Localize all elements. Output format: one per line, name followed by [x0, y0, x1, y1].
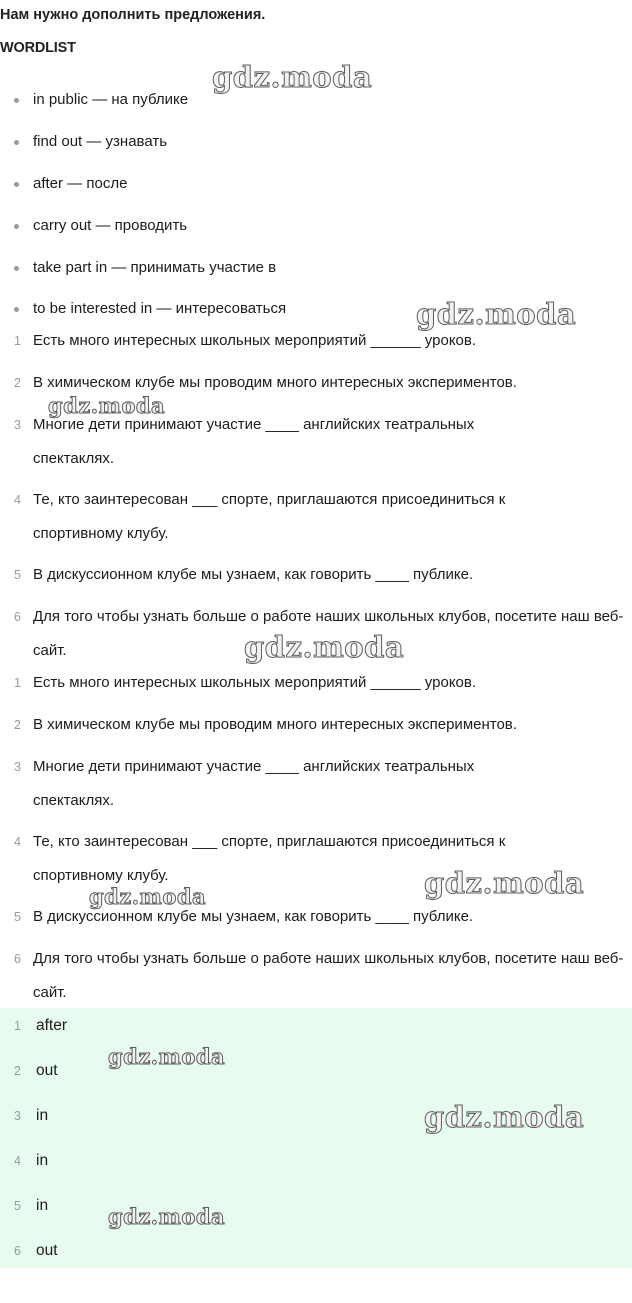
item-number: 6 — [14, 952, 21, 966]
sentence-text: Те, кто заинтересован ___ спорте, приглашаются присоединиться к спортивному клубу. — [33, 833, 506, 884]
watermark-logo: gdz.moda — [212, 60, 373, 94]
bullet-icon — [14, 307, 19, 312]
item-number: 4 — [14, 835, 21, 849]
watermark-logo: gdz.moda — [108, 1204, 226, 1229]
intro-text: Нам нужно дополнить предложения. — [0, 7, 266, 23]
sentence-text: Многие дети принимают участие ____ английских театральных спектаклях. — [33, 758, 475, 809]
sentence-text: Те, кто заинтересован ___ спорте, приглашаются присоединиться к спортивному клубу. — [33, 491, 506, 542]
watermark-logo: gdz.moda — [416, 297, 577, 331]
item-number: 2 — [14, 718, 21, 732]
wordlist-entry: find out — узнавать — [33, 133, 168, 150]
item-number: 5 — [14, 1199, 21, 1213]
item-number: 5 — [14, 568, 21, 582]
item-number: 1 — [14, 1019, 21, 1033]
answers-block — [0, 1008, 632, 1268]
wordlist-entry: after — после — [33, 175, 128, 192]
item-number: 5 — [14, 910, 21, 924]
item-number: 6 — [14, 1244, 21, 1258]
sentence-text: Многие дети принимают участие ____ английских театральных спектаклях. — [33, 416, 475, 467]
item-number: 4 — [14, 1154, 21, 1168]
answer-text: in — [36, 1152, 49, 1169]
watermark-logo: gdz.moda — [244, 630, 405, 664]
item-number: 3 — [14, 418, 21, 432]
wordlist-heading: WORDLIST — [0, 40, 76, 56]
item-number: 2 — [14, 1064, 21, 1078]
answer-text: in — [36, 1107, 49, 1124]
watermark-logo: gdz.moda — [48, 393, 166, 418]
sentence-text: Есть много интересных школьных мероприятий ______ уроков. — [33, 674, 477, 691]
sentence-text: Для того чтобы узнать больше о работе наших школьных клубов, посетите наш веб-сайт. — [33, 950, 624, 1001]
answer-text: after — [36, 1017, 68, 1034]
wordlist-entry: in public — на публике — [33, 91, 189, 108]
sentence-text: В химическом клубе мы проводим много интересных экспериментов. — [33, 716, 517, 733]
sentence-text: Есть много интересных школьных мероприятий ______ уроков. — [33, 332, 477, 349]
sentence-text: Для того чтобы узнать больше о работе наших школьных клубов, посетите наш веб-сайт. — [33, 608, 624, 659]
wordlist-entry: take part in — принимать участие в — [33, 259, 277, 276]
bullet-icon — [14, 224, 19, 229]
item-number: 4 — [14, 493, 21, 507]
item-number: 3 — [14, 760, 21, 774]
item-number: 1 — [14, 334, 21, 348]
sentence-text: В химическом клубе мы проводим много интересных экспериментов. — [33, 374, 517, 391]
bullet-icon — [14, 98, 19, 103]
answer-text: out — [36, 1062, 58, 1079]
sentence-text: В дискуссионном клубе мы узнаем, как говорить ____ публике. — [33, 908, 474, 925]
bullet-icon — [14, 182, 19, 187]
wordlist-entry: carry out — проводить — [33, 217, 188, 234]
answer-text: in — [36, 1197, 49, 1214]
watermark-logo: gdz.moda — [108, 1044, 226, 1069]
wordlist-entry: to be interested in — интересоваться — [33, 300, 287, 317]
watermark-logo: gdz.moda — [424, 1100, 585, 1134]
bullet-icon — [14, 266, 19, 271]
item-number: 2 — [14, 376, 21, 390]
watermark-logo: gdz.moda — [89, 884, 207, 909]
item-number: 3 — [14, 1109, 21, 1123]
watermark-logo: gdz.moda — [424, 866, 585, 900]
bullet-icon — [14, 140, 19, 145]
item-number: 1 — [14, 676, 21, 690]
item-number: 6 — [14, 610, 21, 624]
answer-text: out — [36, 1242, 58, 1259]
sentence-text: В дискуссионном клубе мы узнаем, как говорить ____ публике. — [33, 566, 474, 583]
